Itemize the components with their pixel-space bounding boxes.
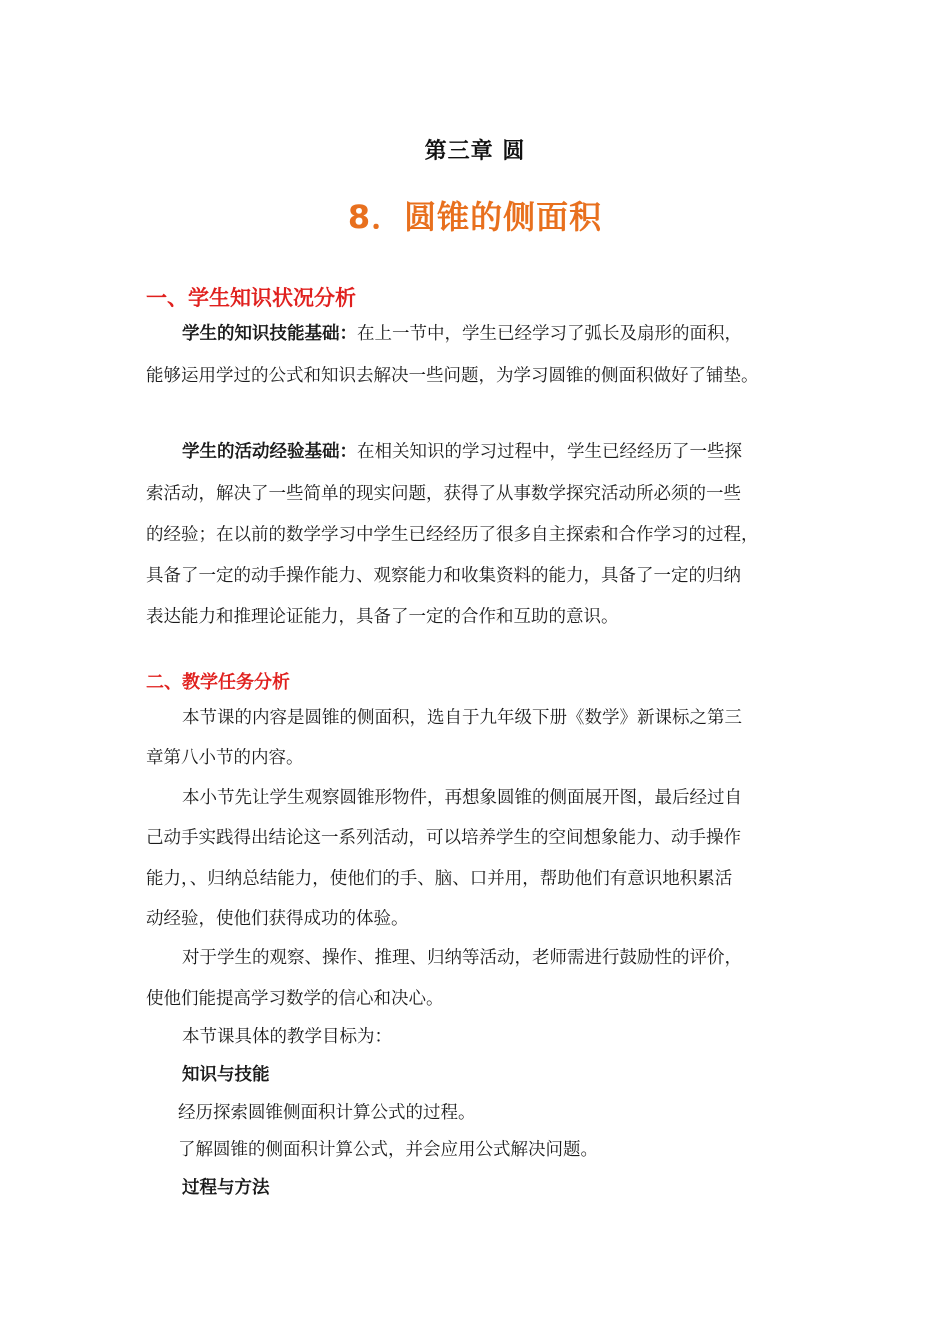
task-paragraph-line: 章第八小节的内容。 <box>146 748 304 768</box>
knowledge-text: 在上一节中，学生已经学习了弧长及扇形的面积， <box>357 324 742 344</box>
activity-text: 在相关知识的学习过程中，学生已经经历了一些探 <box>357 442 742 462</box>
goal-heading-process: 过程与方法 <box>182 1178 270 1198</box>
activity-paragraph-line: 的经验；在以前的数学学习中学生已经经历了很多自主探索和合作学习的过程， <box>146 525 759 545</box>
task-paragraph-line: 使他们能提高学习数学的信心和决心。 <box>146 989 444 1009</box>
goal-heading-knowledge: 知识与技能 <box>182 1065 270 1085</box>
task-paragraph-line: 动经验，使他们获得成功的体验。 <box>146 909 409 929</box>
task-paragraph-line: 本节课的内容是圆锥的侧面积，选自于九年级下册《数学》新课标之第三 <box>182 708 742 728</box>
goal-item: 了解圆锥的侧面积计算公式，并会应用公式解决问题。 <box>178 1140 598 1160</box>
task-paragraph-line: 能力，、归纳总结能力，使他们的手、脑、口并用，帮助他们有意识地积累活 <box>146 869 733 889</box>
goals-intro: 本节课具体的教学目标为： <box>182 1027 392 1047</box>
activity-paragraph-line: 索活动，解决了一些简单的现实问题，获得了从事数学探究活动所必须的一些 <box>146 484 741 504</box>
knowledge-paragraph-line: 能够运用学过的公式和知识去解决一些问题，为学习圆锥的侧面积做好了铺垫。 <box>146 366 759 386</box>
knowledge-label: 学生的知识技能基础： <box>182 324 357 344</box>
chapter-title: 第三章 圆 <box>424 139 526 164</box>
lesson-title: 8．圆锥的侧面积 <box>347 198 603 236</box>
task-paragraph-line: 对于学生的观察、操作、推理、归纳等活动，老师需进行鼓励性的评价， <box>182 948 742 968</box>
section1-heading: 一、学生知识状况分析 <box>146 286 356 310</box>
goal-item: 经历探索圆锥侧面积计算公式的过程。 <box>178 1103 476 1123</box>
activity-paragraph-line: 具备了一定的动手操作能力、观察能力和收集资料的能力，具备了一定的归纳 <box>146 566 741 586</box>
activity-paragraph-line: 表达能力和推理论证能力，具备了一定的合作和互助的意识。 <box>146 607 619 627</box>
section2-heading: 二、教学任务分析 <box>146 672 290 693</box>
task-paragraph-line: 己动手实践得出结论这一系列活动，可以培养学生的空间想象能力、动手操作 <box>146 828 741 848</box>
task-paragraph-line: 本小节先让学生观察圆锥形物件，再想象圆锥的侧面展开图，最后经过自 <box>182 788 742 808</box>
knowledge-paragraph-line <box>182 322 862 346</box>
activity-label: 学生的活动经验基础： <box>182 442 357 462</box>
activity-paragraph-line <box>182 440 862 464</box>
